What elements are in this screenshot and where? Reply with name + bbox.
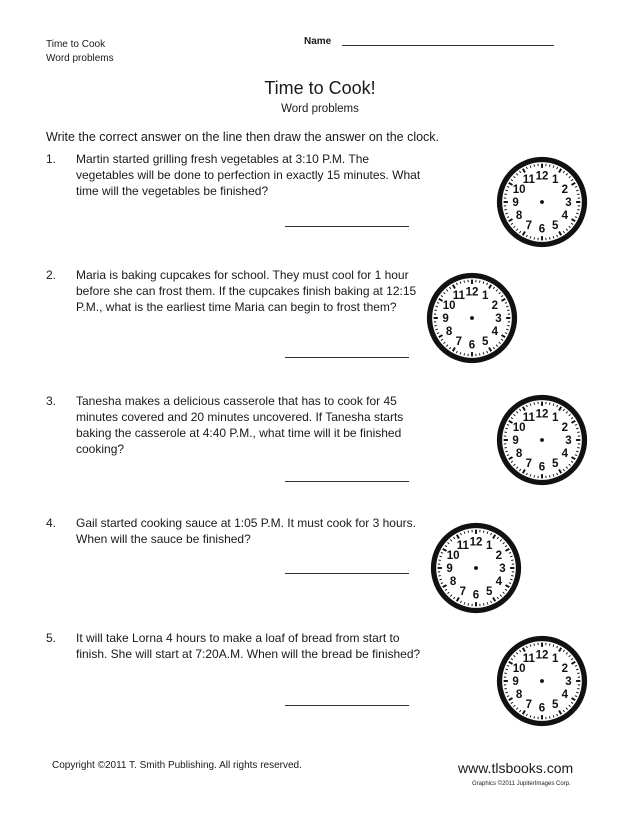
problem-number: 2. <box>46 268 57 282</box>
clock-number: 5 <box>551 457 559 470</box>
clock-number: 3 <box>565 197 572 210</box>
clock-number: 10 <box>442 299 456 312</box>
clock-number: 12 <box>535 170 549 183</box>
clock-number: 1 <box>481 290 489 303</box>
clock-number: 4 <box>561 689 569 702</box>
clock-number: 2 <box>561 662 569 675</box>
clock-5[interactable] <box>494 633 590 729</box>
clock-icon <box>494 392 590 488</box>
clock-number: 2 <box>491 299 499 312</box>
corner-subtitle: Word problems <box>46 53 114 64</box>
clock-2[interactable] <box>424 270 520 366</box>
answer-line-5[interactable] <box>285 705 409 706</box>
clock-number: 10 <box>512 183 526 196</box>
clock-number: 6 <box>538 461 546 474</box>
clock-number: 8 <box>515 210 523 223</box>
clock-number: 5 <box>481 335 489 348</box>
clock-number: 6 <box>468 339 476 352</box>
clock-icon <box>428 520 524 616</box>
clock-number: 6 <box>538 223 546 236</box>
clock-icon <box>494 154 590 250</box>
corner-title: Time to Cook <box>46 39 106 50</box>
problem-text: Tanesha makes a delicious casserole that has to cook for 45 minutes covered and 20 minutes uncovered. If Tanesha starts baking the casserole at 4:40 P.M., what time will it be finished cooking? <box>76 394 404 456</box>
clock-number: 11 <box>456 540 469 553</box>
name-label: Name <box>304 36 332 47</box>
answer-line-2[interactable] <box>285 357 409 358</box>
clock-4[interactable] <box>428 520 524 616</box>
clock-number: 6 <box>472 589 480 602</box>
problem-number: 3. <box>46 394 57 408</box>
clock-number: 11 <box>452 290 465 303</box>
clock-number: 5 <box>551 219 559 232</box>
problem-number: 1. <box>46 152 57 166</box>
clock-number: 8 <box>445 326 453 339</box>
clock-number: 8 <box>449 576 457 589</box>
clock-number: 7 <box>459 585 467 598</box>
clock-number: 1 <box>551 174 559 187</box>
clock-number: 9 <box>446 563 453 576</box>
clock-number: 9 <box>512 197 519 210</box>
clock-number: 5 <box>551 698 559 711</box>
clock-number: 7 <box>525 457 533 470</box>
clock-number: 11 <box>522 653 535 666</box>
clock-number: 12 <box>465 286 479 299</box>
problem-number: 4. <box>46 516 57 530</box>
clock-number: 7 <box>525 219 533 232</box>
problem-text: Martin started grilling fresh vegetables at 3:10 P.M. The vegetables will be done to perfection in exactly 15 minutes. What time will the vegetables be finished? <box>76 152 421 198</box>
corner-heading <box>46 38 114 66</box>
clock-number: 9 <box>512 676 519 689</box>
clock-number: 12 <box>469 536 483 549</box>
clock-number: 2 <box>495 549 503 562</box>
clock-number: 3 <box>495 313 502 326</box>
clock-number: 9 <box>442 313 449 326</box>
website-link[interactable]: www.tlsbooks.com <box>458 760 574 776</box>
clock-number: 1 <box>551 653 559 666</box>
clock-number: 7 <box>525 698 533 711</box>
clock-number: 4 <box>491 326 499 339</box>
copyright-notice: Copyright ©2011 T. Smith Publishing. All rights reserved. <box>52 760 302 771</box>
clock-number: 1 <box>485 540 493 553</box>
answer-line-3[interactable] <box>285 481 409 482</box>
answer-line-4[interactable] <box>285 573 409 574</box>
clock-number: 2 <box>561 421 569 434</box>
problem-text: Gail started cooking sauce at 1:05 P.M. It must cook for 3 hours. When will the sauce be finished? <box>76 516 416 546</box>
clock-number: 12 <box>535 408 549 421</box>
clock-3[interactable] <box>494 392 590 488</box>
clock-number: 8 <box>515 689 523 702</box>
graphics-credit: Graphics ©2011 JupiterImages Corp. <box>472 781 571 787</box>
problem-number: 5. <box>46 631 57 645</box>
clock-number: 3 <box>565 676 572 689</box>
clock-number: 4 <box>495 576 503 589</box>
clock-number: 10 <box>512 421 526 434</box>
problem-text: It will take Lorna 4 hours to make a loaf of bread from start to finish. She will start at 7:20A.M. When will the bread be finished? <box>76 631 421 661</box>
clock-number: 12 <box>535 649 549 662</box>
clock-icon <box>494 633 590 729</box>
clock-number: 10 <box>512 662 526 675</box>
page-subtitle: Word problems <box>281 103 359 115</box>
name-line[interactable] <box>342 45 554 46</box>
clock-number: 9 <box>512 435 519 448</box>
clock-number: 3 <box>565 435 572 448</box>
page-title: Time to Cook! <box>264 78 376 98</box>
clock-number: 5 <box>485 585 493 598</box>
instructions: Write the correct answer on the line then draw the answer on the clock. <box>46 130 440 144</box>
answer-line-1[interactable] <box>285 226 409 227</box>
clock-number: 7 <box>455 335 463 348</box>
clock-number: 4 <box>561 210 569 223</box>
clock-number: 8 <box>515 448 523 461</box>
problem-text: Maria is baking cupcakes for school. They must cool for 1 hour before she can frost them. If the cupcakes finish baking at 12:15 P.M., what is the earliest time Maria can begin to frost them? <box>76 268 417 314</box>
clock-number: 2 <box>561 183 569 196</box>
clock-1[interactable] <box>494 154 590 250</box>
clock-number: 6 <box>538 702 546 715</box>
clock-number: 11 <box>522 412 535 425</box>
clock-number: 10 <box>446 549 460 562</box>
clock-number: 1 <box>551 412 559 425</box>
clock-number: 11 <box>522 174 535 187</box>
clock-number: 3 <box>499 563 506 576</box>
clock-number: 4 <box>561 448 569 461</box>
clock-icon <box>424 270 520 366</box>
